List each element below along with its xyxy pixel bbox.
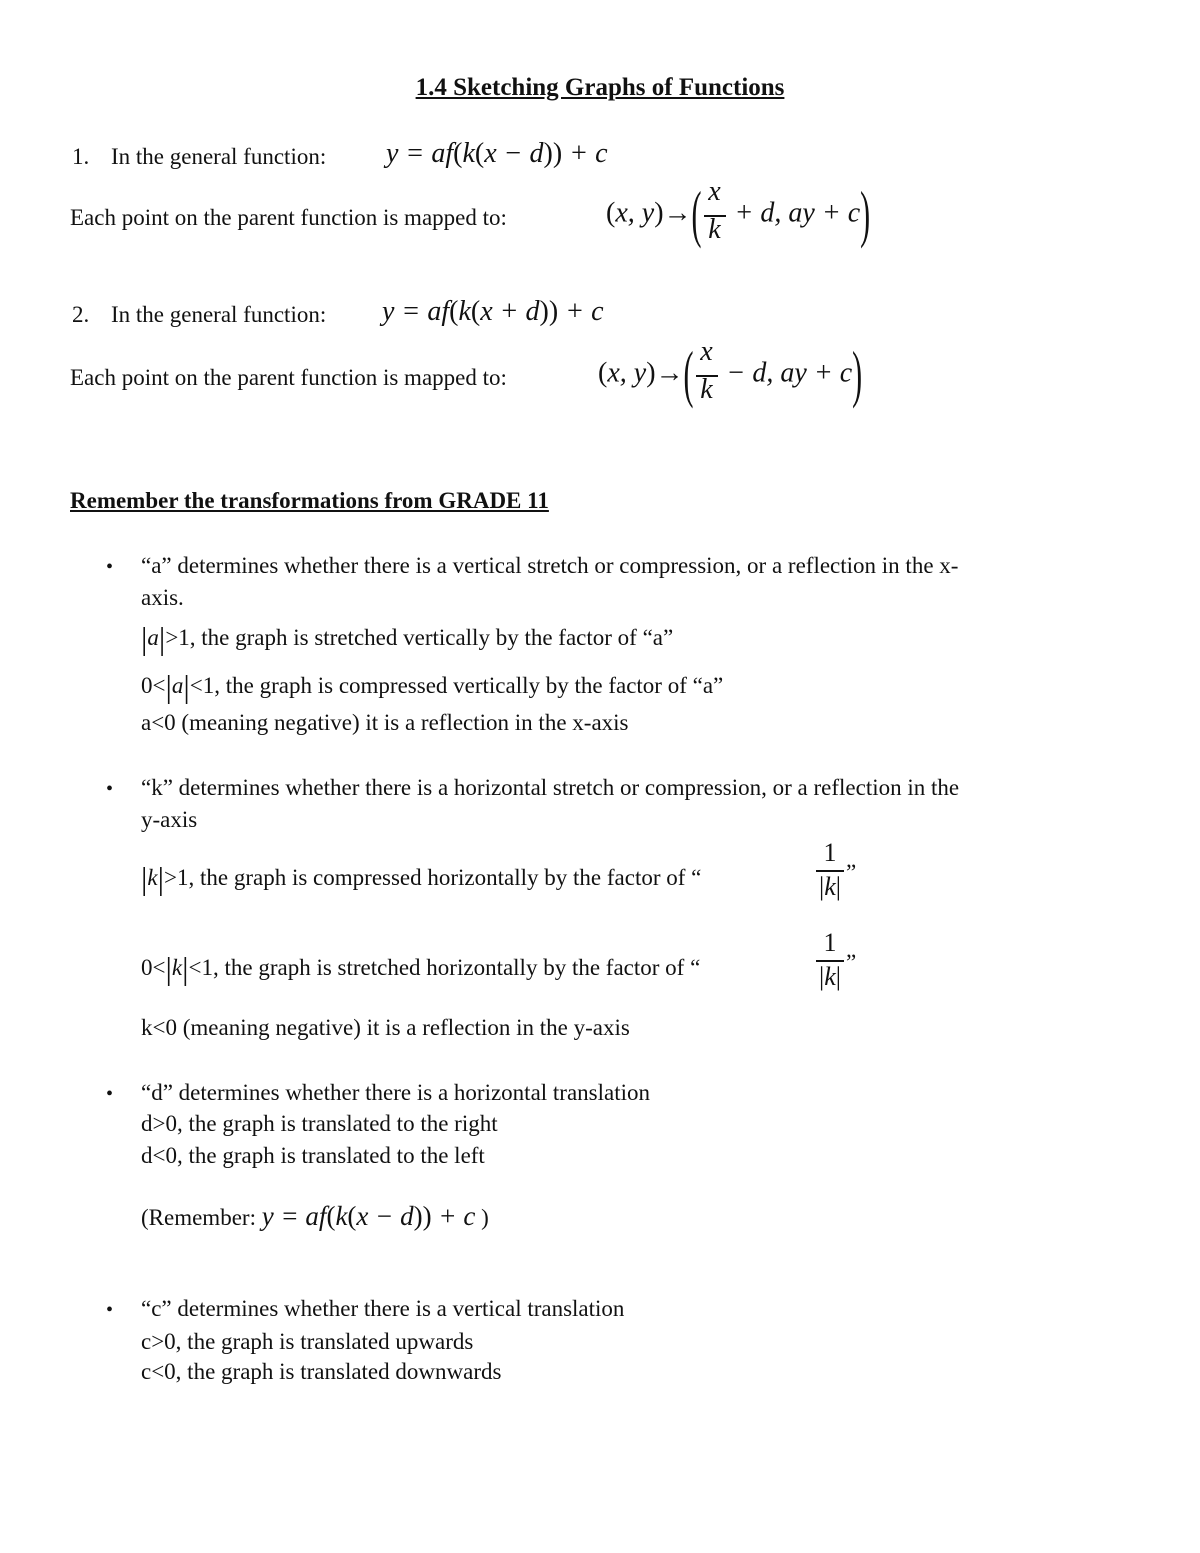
item-number-1: 1. — [72, 144, 90, 169]
mapping-label-1: Each point on the parent function is mapped to: — [70, 205, 507, 230]
remember-equation: y = af(k(x − d)) + c — [261, 1201, 476, 1231]
c-rule-1: c>0, the graph is translated upwards — [141, 1329, 474, 1354]
item-number-2: 2. — [72, 302, 90, 327]
k-intro-line2: y-axis — [141, 807, 198, 832]
c-intro: “c” determines whether there is a vertical translation — [141, 1296, 625, 1321]
k-rule-1-close-quote: ” — [846, 860, 857, 885]
a-rule-2-text: <1, the graph is compressed vertically by the factor of “a” — [189, 673, 724, 698]
remember-note — [141, 1201, 489, 1232]
bullet-d: • — [106, 1083, 114, 1105]
general-function-label-1: In the general function: — [111, 144, 327, 169]
remember-prefix: (Remember: — [141, 1205, 256, 1230]
general-function-label-2: In the general function: — [111, 302, 327, 327]
k-rule-3: k<0 (meaning negative) it is a reflection in the y-axis — [141, 1015, 630, 1040]
c-rule-2: c<0, the graph is translated downwards — [141, 1359, 502, 1384]
bullet-a: • — [106, 556, 114, 578]
a-rule-2: 0<|a|<1, the graph is compressed vertically by the factor of “a” — [141, 668, 724, 704]
k-fraction-2: 1 |k| — [810, 928, 850, 1008]
a-rule-1-text: >1, the graph is stretched vertically by the factor of “a” — [165, 625, 674, 650]
a-intro-line2: axis. — [141, 585, 184, 610]
bullet-c: • — [106, 1299, 114, 1321]
mapping-equation-2: (x, y)→( $\frac{x}{k}$ − d, ay + c) — [598, 336, 863, 411]
a-rule-1: |a|>1, the graph is stretched vertically by the factor of “a” — [141, 620, 674, 656]
k-rule-2-text: <1, the graph is stretched horizontally by the factor of “ — [188, 955, 701, 980]
d-rule-1: d>0, the graph is translated to the right — [141, 1111, 498, 1136]
d-intro: “d” determines whether there is a horizontal translation — [141, 1080, 650, 1105]
k-fraction-1: 1 |k| — [810, 838, 850, 918]
page-title: 1.4 Sketching Graphs of Functions — [415, 74, 785, 101]
k-rule-1: |k|>1, the graph is compressed horizontally by the factor of “ — [141, 860, 702, 896]
k-rule-2-prefix: 0< — [141, 955, 166, 980]
k-rule-2-close-quote: ” — [846, 950, 857, 975]
k-rule-1-text: >1, the graph is compressed horizontally by the factor of “ — [164, 865, 702, 890]
k-intro-line1: “k” determines whether there is a horizontal stretch or compression, or a reflection in the — [141, 775, 960, 800]
bullet-k: • — [106, 778, 114, 800]
a-rule-2-prefix: 0< — [141, 673, 166, 698]
general-function-equation-2: y = af(k(x + d)) + c — [382, 296, 604, 327]
k-rule-2: 0<|k|<1, the graph is stretched horizontally by the factor of “ — [141, 950, 701, 986]
section-heading: Remember the transformations from GRADE 11 — [70, 488, 549, 513]
mapping-label-2: Each point on the parent function is mapped to: — [70, 365, 507, 390]
d-rule-2: d<0, the graph is translated to the left — [141, 1143, 485, 1168]
remember-suffix: ) — [481, 1205, 489, 1230]
a-rule-3: a<0 (meaning negative) it is a reflection in the x-axis — [141, 710, 629, 735]
general-function-equation-1: y = af(k(x − d)) + c — [386, 138, 608, 169]
mapping-equation-1: (x, y)→( $\frac{x}{k}$ + d, ay + c) — [606, 176, 871, 251]
a-intro-line1: “a” determines whether there is a vertical stretch or compression, or a reflection in the x- — [141, 553, 959, 578]
